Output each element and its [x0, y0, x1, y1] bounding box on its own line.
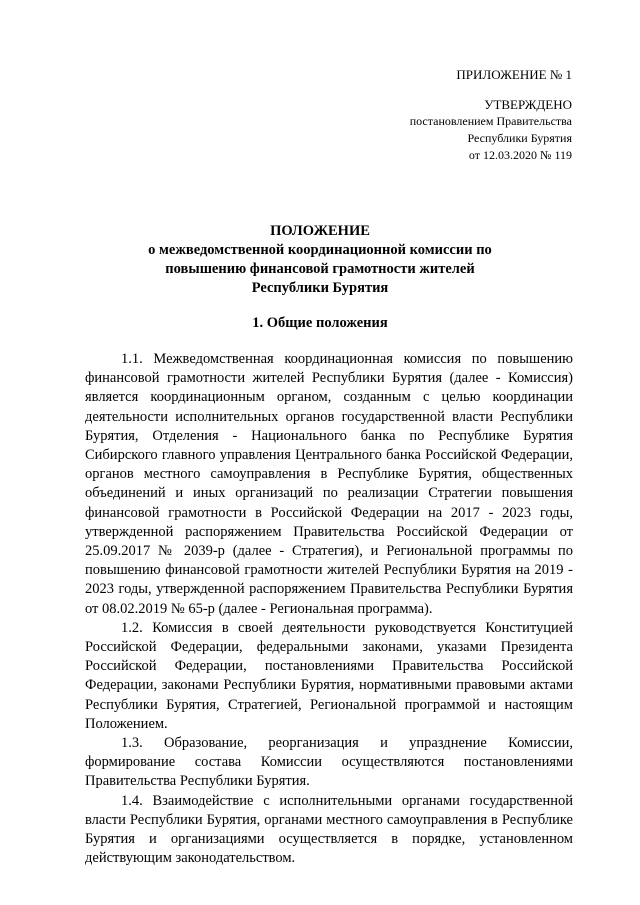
- decree-date-line: от 12.03.2020 № 119: [468, 148, 572, 162]
- appendix-label: ПРИЛОЖЕНИЕ № 1: [456, 67, 572, 82]
- approved-label: УТВЕРЖДЕНО: [484, 97, 572, 112]
- title-line-3: Республики Бурятия: [251, 280, 389, 296]
- title-line-2: повышению финансовой грамотности жителей: [165, 261, 475, 277]
- paragraph-1-3: 1.3. Образование, реорганизация и упразднение Комиссии, формирование состава Комиссии осуществляются постановлениями Правительства Республики Бурятия.: [85, 735, 573, 790]
- paragraph-1-4: 1.4. Взаимодействие с исполнительными органами государственной власти Республики Бурятия, органами местного самоуправления в Республике Бурятия и организациями осуществляется в порядке, установленном действующим законодательством.: [85, 792, 573, 867]
- decree-line: постановлением Правительства: [409, 114, 572, 128]
- approval-stamp: [410, 96, 572, 164]
- document-title: [68, 222, 572, 298]
- section-heading: 1. Общие положения: [252, 315, 388, 331]
- title-heading: ПОЛОЖЕНИЕ: [270, 223, 370, 239]
- republic-line: Республики Бурятия: [467, 131, 572, 145]
- document-body: [85, 350, 573, 868]
- paragraph-1-1: 1.1. Межведомственная координационная комиссия по повышению финансовой грамотности жителей Республики Бурятия (далее - Комиссия) является координационным органом, созданным с целью координации деятельности исполнительных органов государственной власти Республики Бурятия, Отделения - Национального банка по Республике Бурятия Сибирского главного управления Центрального банка Российской Федерации, органов местного самоуправления в Республике Бурятия, общественных объединений и иных организаций по реализации Стратегии повышения финансовой грамотности в Российской Федерации на 2017 - 2023 годы, утвержденной распоряжением Правительства Российской Федерации от 25.09.2017 № 2039-р (далее - Стратегия), и Региональной программы по повышению финансовой грамотности жителей Республики Бурятия на 2019 - 2023 годы, утвержденной распоряжением Правительства Республики Бурятия от 08.02.2019 № 65-р (далее - Региональная программа).: [85, 351, 573, 617]
- paragraph-1-2: 1.2. Комиссия в своей деятельности руководствуется Конституцией Российской Федерации, федеральными законами, указами Президента Российской Федерации, постановлениями Правительства Российской Федерации, законами Республики Бурятия, нормативными правовыми актами Республики Бурятия, Стратегией, Региональной программой и настоящим Положением.: [85, 619, 573, 732]
- title-line-1: о межведомственной координационной комиссии по: [148, 242, 492, 258]
